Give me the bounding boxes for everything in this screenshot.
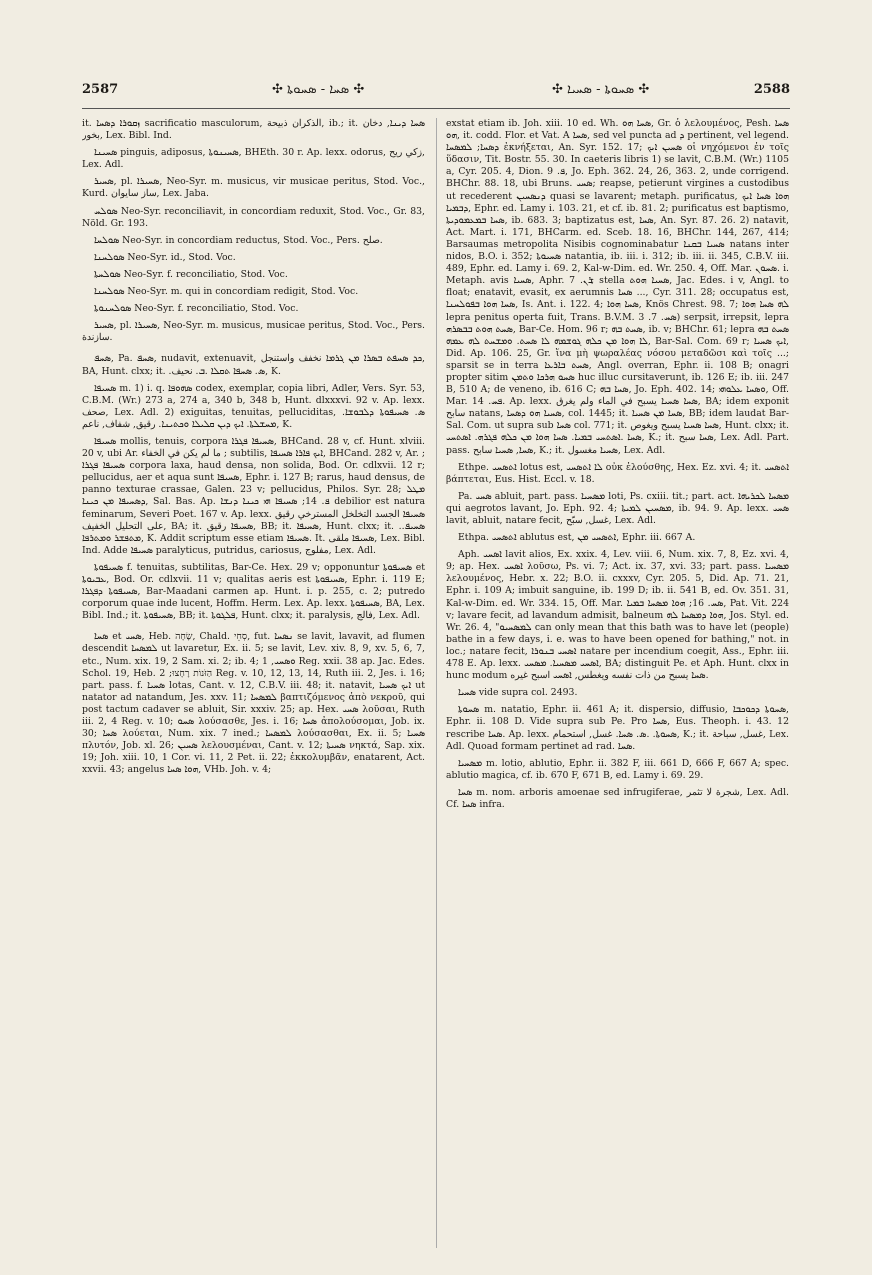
entry: ܣܘܠܚ Neo-Syr. reconciliavit, in concordiam reduxit, Stod. Voc., Gr. 83, Nöld. Gr. 193. (82, 205, 425, 229)
entry: ܣܘܠܚܢܐ Neo-Syr. id., Stod. Voc. (94, 251, 236, 263)
entry: ܣܚܝܪ, pl. ܣܚܝܪܐ, Neo-Syr. m. musicus, musicae peritus, Stod. Voc., Pers. سازندة. (82, 320, 425, 344)
entry: ܣܚܝܦܘܬܐ f. tenuitas, subtilitas, Bar-Ce. Hex. 29 v; opponuntur ܣܚܝܦܘܬܐ et ܥܒܝܘܬܐ, Bod. Or. cdlxvii. 11 v; qualitas aeris est ܣܚܝܦܘܬܐ, Ephr. i. 119 E; ܣܚܝܦܘܬܐ ܕܦܓܪܐ, Bar-Maadani carmen ap. Hunt. i. p. 255, c. 2; putredo corporum quae inde lucent, Hoffm. Herm. Lex. Ap. lexx. ܣܚܝܦܘܬܐ, BA, Lex. Bibl. Ind.; it. ܣܚܝܦܘܬܐ, BB; it. ܦܠܓܘܬܐ, Hunt. clxx; it. paralysis, فالج, Lex. Adl. (82, 561, 425, 622)
entry: ܣܚܝܢܐ pinguis, adiposus, ܣܚܝܢܘܬܐ, BHEth. 30 r. Ap. lexx. odorus, زكي ريح, Lex. Adl. (82, 147, 425, 171)
entry: ܣܚܦ, Pa. ܣܚܦ, nudavit, extenuavit, ܟܕ ܣܚܦܬ ܒܣܪܐ ܡܢ ܓܪܡܐ نخفف واستنجل, BA, Hunt. clxx; it. .ܣ. ܣܚܦܐ ܬܩܠܐ .ܒ. نحيف, K. (82, 353, 425, 377)
entry: ܣܘܠܚܬܐ Neo-Syr. f. reconciliatio, Stod. Voc. (94, 268, 288, 280)
entry: ܣܚܝܐ vide supra col. 2493. (458, 687, 578, 699)
entry: ܡܣܚܝܐ m. lotio, ablutio, Ephr. ii. 382 F, iii. 661 D, 666 F, 667 A; spec. ablutio magica, cf. ib. 670 F, 671 B, ed. Lamy i. 69. 29. (446, 757, 789, 781)
right-column (446, 118, 789, 1253)
column-divider (436, 118, 437, 1248)
header-rule (82, 108, 790, 109)
entry: exstat etiam ib. Joh. xiii. 10 ed. Wh. ܣܚܐ ܗܘ, Gr. ὁ λελουμένος, Pesh. ܣܚܐ ܗܘ, it. codd. Flor. et Vat. A ܣܚܐ, sed vel puncta ad ܕ pertinent, vel legend. ܕܣܚܐ; ܠܡܣܚܐ ἐκνήξεται, An. Syr. 152. 17; ܣܚܝܢ ܐܝܟ οἱ νηχόμενοι ἐν τοῖς ὕδασιν, Tit. Bostr. 55. 30. In caeteris libris 1) se lavit, C.B.M. (Wr.) 1105 a, Cyr. 205. 4, Dion. ܦ. 9, Jo. Eph. 362. 24, 26, 363. 2, unde corrigend. BHChr. 88. 18, ubi Bruns. ܣܚܝ; reapse, petierunt virgines a custodibus ut recederent ܕܢܣܚܝܢ quasi se lavarent; metaph. purificatus, ܗܘܐ ܣܚܐ ܐܝܟ ܕܒܡܝܐ, Ephr. ed. Lamy i. 103. 21, et cf. ib. 81. 2; purificatus est baptismo, ܣܚܐ ܒܡܥܡܘܕܝܬܐ, ib. 683. 3; baptizatus est, ܣܚܐ, An. Syr. 87. 26. 2) natavit, Act. Mart. i. 171, BHCarm. ed. Sceb. 18. 16, BHChr. 144, 267, 414; Barsaumas metropolita Nisibis cognominabatur ܣܚܝܐ ܒܩܢܐ natans inter nidos, B.O. i. 352; ܣܚܝܘܬܐ natantia, ib. iii. i. 312; ib. iii. ii. 345, C.B.V. iii. 489, Ephr. ed. Lamy i. 69. 2, Kal-w-Dim. ed. Wr. 250. 4, Off. Mar. ܣܚܘܢ. i. Metaph. avis ܣܚܝܐ, Aphr. ܪܢ. 7; stella ܣܚܝܐ ܗܘܬ, Jac. Edes. i v, Angl. to float; enatavit, evasit, ex aerumnis ܣܚܐ ..., Cyr. 311. 28; occupatus est, ܣܚܐ ܗܘܐ ܒܦܘܠܚܢܐ, Is. Ant. i. 122. 4; ܣܚܐ ܗܘܐ, Knös Chrest. 98. 7; ܠܗ ܣܚܐ ܗܘܐ lepra penitus operta fuit, Trans. B.V.M. ܣܚ. 7. 3) serpsit, irrepsit, lepra ܣܚܬ ܗܘܬ ܒܒܣܪܗ, Bar-Ce. Hom. 96 r; ܣܚܬ ܒܗ, ib. v; BHChr. 61; lepra ܣܚܬ ܒܗ ܠܐ ܗܘܐ ܡܢ ܟܠܗ ܓܘܫܡܗ ܠܐ ܣܚܬ. ܘܡܫܚܬ ܠܗ ܥܡܗ, Bar-Sal. Com. 69 r; ܐܝܟ ܣܚܝܐ, Did. Ap. 106. 25, Gr. ἵνα μὴ ψωραλέας νόσου μεταδῶσι καὶ τοῖς ...; sparsit se in terra ܣܚܬ ܒܐܪܥܐ, Angl. overran, Ephr. ii. 108 B; onagri propter sitim ܣܚܘ ܗܪܟܐ ܘܬܡܢ huc illuc cursitaverunt, ib. 126 E; ib. iii. 247 B, 510 A; de veneno, ib. 616 C; ܣܚܐ ܒܗ, Jo. Eph. 402. 14; ܘܣܚܐ ܥܠܘܗܝ, Off. Mar. ܦܚ. 14. Ap. lexx. ܣܚܐ ܣܚܝܐ يسبح في الماء ولم يغرق, BA; idem exponit سابح natans, ܣܚܝܐ ܗܘ ܕܣܚܐ, col. 1445; it. ܣܚܐ ܡܢ ܣܚܝܐ, BB; idem laudat Bar-Sal. Com. ut supra sub ܣܚܐ col. 771; it. ܣܚܐ ܣܚܝܐ يسبح ويغوص, Hunt. clxx; it. ܣܚܐ .ܐܣܬܚܝ ܒܡܝܐ. ܣܚܐ ܗܘܐ ܡܢ ܟܠܗ ܦܓܪܗ. ܐܣܬܚܝ, K.; it. ܣܚܐ سبح, Lex. Adl. Part. pass. ܣܚܐ, ܣܚܝܐ سابح, K.; it. ܣܚܝܐ مغسول, Lex. Adl. (446, 118, 789, 456)
entry: it. ܙܩܘܪܐ ܕܣܚܐ sacrificatio masculorum, الذكران ذبيحة, ib.; it. ܣܚܐ ܕܝܢܐ, دخان بخور, Lex. Bibl. Ind. (82, 118, 425, 142)
entry: ܣܚܐ m. nom. arboris amoenae sed infrugiferae, شجرة لا تثمر, Lex. Adl. Cf. ܣܚܐ infra. (446, 786, 789, 810)
page-number-right: 2588 (753, 82, 790, 97)
left-column (82, 118, 425, 1253)
entry: ܣܚܝܦܐ m. 1) i. q. ܣܗܘܦܐ codex, exemplar, copia libri, Adler, Vers. Syr. 53, C.B.M. (Wr.) 273 a, 274 a, 340 b, 348 b, Hunt. dlxxxvi. 92 v. Ap. lexx. صحف, Lex. Adl. 2) exiguitas, tenuitas, pelluciditas, .ܣ. ܣܚܝܦܘܬܐ ܕܠܒܘܫܐ ܡܚܫܠܬܐ. ܐܝܟ ܕܝܢ ܩܠܝܠܐ ܘܟܬܝܢܐ. رقيق, شفاف, ناعم, K. (82, 382, 425, 430)
entry: ܣܚܘܬܐ m. natatio, Ephr. ii. 461 A; it. dispersio, diffusio, ܣܚܘܬܐ ܕܟܘܟܒܐ, Ephr. ii. 108 D. Vide supra sub Pe. Pro ܣܚܐ, Eus. Theoph. i. 43. 12 rescribe ܣܚܐ. Ap. lexx. ܣܚܘܬܐ. .ܣ. ܣܚܐ. غسل, استحمام, K.; it. غسل, سباحة, Lex. Adl. Quoad formam pertinet ad rad. ܣܚܐ. (446, 704, 789, 752)
entry: ܣܚܝܪ, pl. ܣܚܝܪܐ, Neo-Syr. m. musicus, vir musicae peritus, Stod. Voc., Kurd. ساز سايوان, Lex. Jaba. (82, 176, 425, 200)
running-head-left: ✣ ܣܚܐ - ܣܚܘܬܐ ✣ (272, 82, 365, 97)
running-head-right: ✣ ܣܚܘܬܐ - ܣܚܝܐ ✣ (552, 82, 650, 97)
page-header (82, 82, 790, 104)
entry: Ethpe. ܐܬܣܚܝ lotus est, ܠܐ ܐܬܣܚܝ οὐκ ἐλούσθης, Hex. Ez. xvi. 4; it. ܐܬܣܚܝ βάπτεται, Eus. Hist. Eccl. v. 18. (446, 461, 789, 485)
entry: Ethpa. ܐܬܣܚܝ ablutus est, ܐܬܣܚܝ ܡܢ, Ephr. iii. 667 A. (458, 532, 696, 544)
entry: ܣܘܠܚܢܘܬܐ Neo-Syr. f. reconciliatio, Stod. Voc. (94, 303, 299, 315)
entry: ܣܘܠܚܢܐ Neo-Syr. m. qui in concordiam redigit, Stod. Voc. (94, 286, 359, 298)
page-number-left: 2587 (82, 82, 119, 97)
entry: Pa. ܣܚܝ abluit, part. pass. ܡܣܚܝܐ loti, Ps. cxiii. tit.; part. act. ܡܣܚܐ ܠܟܪܝܗܐ qui aegrotos lavant, Jo. Eph. 92. 4; ܡܣܚܝܢ ܠܡܝܬܐ, ib. 94. 9. Ap. lexx. ܣܚܝ lavit, abluit, natare fecit, غسل, سبّح, Lex. Adl. (446, 490, 789, 526)
entry: Aph. ܐܣܚܝ lavit alios, Ex. xxix. 4, Lev. viii. 6, Num. xix. 7, 8, Ez. xvi. 4, 9; ap. Hex. ܐܣܚܝ λοῦσω, Ps. vi. 7; Act. ix. 37, xvi. 33; part. pass. ܡܣܚܝܐ λελουμένος, Hebr. x. 22; B.O. ii. cxxxv, Cyr. 205. 5, Did. Ap. 71. 21, Ephr. i. 109 A; imbuit sanguine, ib. 199 D; ib. ii. 541 B, ed. Ov. 351. 31, Kal-w-Dim. ed. Wr. 334. 15, Off. Mar. ܣܚ. 16; ܗܘܐ ܡܣܚܐ ܒܡܝܐ, Pat. Vit. 224 v; lavare fecit, ad lavandum admisit, balneum ܗܘܐ ܕܡܣܚܐ ܠܗ, Jos. Styl. ed. Wr. 26. 4, "ܠܡܣܚܝܘ can only mean that this bath was to have let (people) bathe in a few days, i. e. was to have been opened for bathing," not. in loc.; natare fecit, ܐܣܚܝ ܒܢܘܪܐ natare per incendium coegit, Ass., Ephr. iii. 478 E. Ap. lexx. ܐܣܚܝ ܡܣܚܝܐ. ܡܣܚܝ, BA; distinguit Pe. et Aph. Hunt. clxx in hunc modum ܣܚܐ يسبح من ذات نفسه ويغطس, ܐܣܚܝ اسبح غيره. (446, 549, 789, 682)
entry: ܣܚܐ et ܣܚܝ, Heb. שָׂחָה, Chald. סְחֵי, fut. ܢܣܚܐ se lavit, lavavit, ad flumen descendit ܠܡܣܚܐ ut lavaretur, Ex. ii. 5; se lavit, Lev. xiv. 8, 9, xv. 5, 6, 7, etc., Num. xix. 19, 2 Sam. xi. 2; ib. 4; ܘܣܚܝ, 1 Reg. xxii. 38 ap. Jac. Edes. Schol. 19, Heb. הַזֹּנוֹת רָחָצוּ; 2 Reg. v. 10, 12, 13, 14, Ruth iii. 2, Jes. i. 16; part. pass. f. ܣܚܝܐ lotas, Cant. v. 12, C.B.V. iii. 48; it. natavit, ܐܝܟ ܣܚܝܐ ut natator ad natandum, Jes. xxv. 11; ܠܡܣܚܐ βαπτιζόμενος ἀπὸ νεκροῦ, qui post tactum cadaver se abluit, Sir. xxxiv. 25; ap. Hex. ܣܚܝ λοῦσαι, Ruth iii. 2, 4 Reg. v. 10; ܣܚܘ λούσασθε, Jes. i. 16; ܣܚܐ ἀπολούσομαι, Job. ix. 30; ܣܚܐ λούεται, Num. xix. 7 ined.; ܠܡܣܚܐ λούσασθαι, Ex. ii. 5; ܣܚܝܐ πλυτόν, Job. xl. 26; ܣܚܝܢ λελουσμέναι, Cant. v. 12; ܣܚܝܬܐ νηκτά, Sap. xix. 19; Joh. xiii. 10, 1 Cor. vi. 11, 2 Pet. ii. 22; ἐκκολυμβᾶν, enatarent, Act. xxvii. 43; angelus ܗܘܐ ܣܚܐ, VHb. Joh. v. 4; (82, 631, 425, 776)
entry: ܣܘܠܚܐ Neo-Syr. in concordiam reductus, Stod. Voc., Pers. صلح. (94, 234, 383, 246)
entry: ܣܚܝܦܐ mollis, tenuis, corpora ܣܚܝܦܐ ܦܓܪܐ, BHCand. 28 v, cf. Hunt. xlviii. 20 v, ubi Ar. ما لم يكن في الخفاء ; subtilis, ܐܝܟ ܦܐܪܐ ܣܚܝܦܐ, BHCand. 282 v, Ar. ; ܣܚܝܦܐ ܦܓܪܐ corpora laxa, haud densa, non solida, Bod. Or. cdlxvii. 12 r; pellucidus, aer et aqua sunt ܣܚܝܦܐ, Ephr. i. 127 B; rarus, haud densus, de panno texturae crassae, Galen. 23 v; pellucidus, Philos. Syr. 28; ܡܛܠ ܕܣܚܝܦܐ ܡܢ ܟܝܢܐ, Sal. Bas. Ap. ܦ. 14; ܣܚܝܦܐ ܗܝ ܟܝܢܐ ܕܢܫܐ debilior est natura feminarum, Severi Poet. 167 v. Ap. lexx. ܣܚܝܦܐ الجسد التخلخل المسترخي رقيق على التحليل الخفيف, BA; it. ܣܚܝܦܐ رقيق, BB; it. ܣܚܝܦܐ, Hunt. clxx; it. .ܣܚܝܦ. ܡܬܦܫܪ ܘܡܬܪܦܐ, K. Addit scriptum esse etiam ܣܚܝܦܐ. It. ܣܚܝܦܐ ملقى, Lex. Bibl. Ind. Adde ܣܚܝܦܐ paralyticus, putridus, cariosus, مفلوج, Lex. Adl. (82, 435, 425, 556)
